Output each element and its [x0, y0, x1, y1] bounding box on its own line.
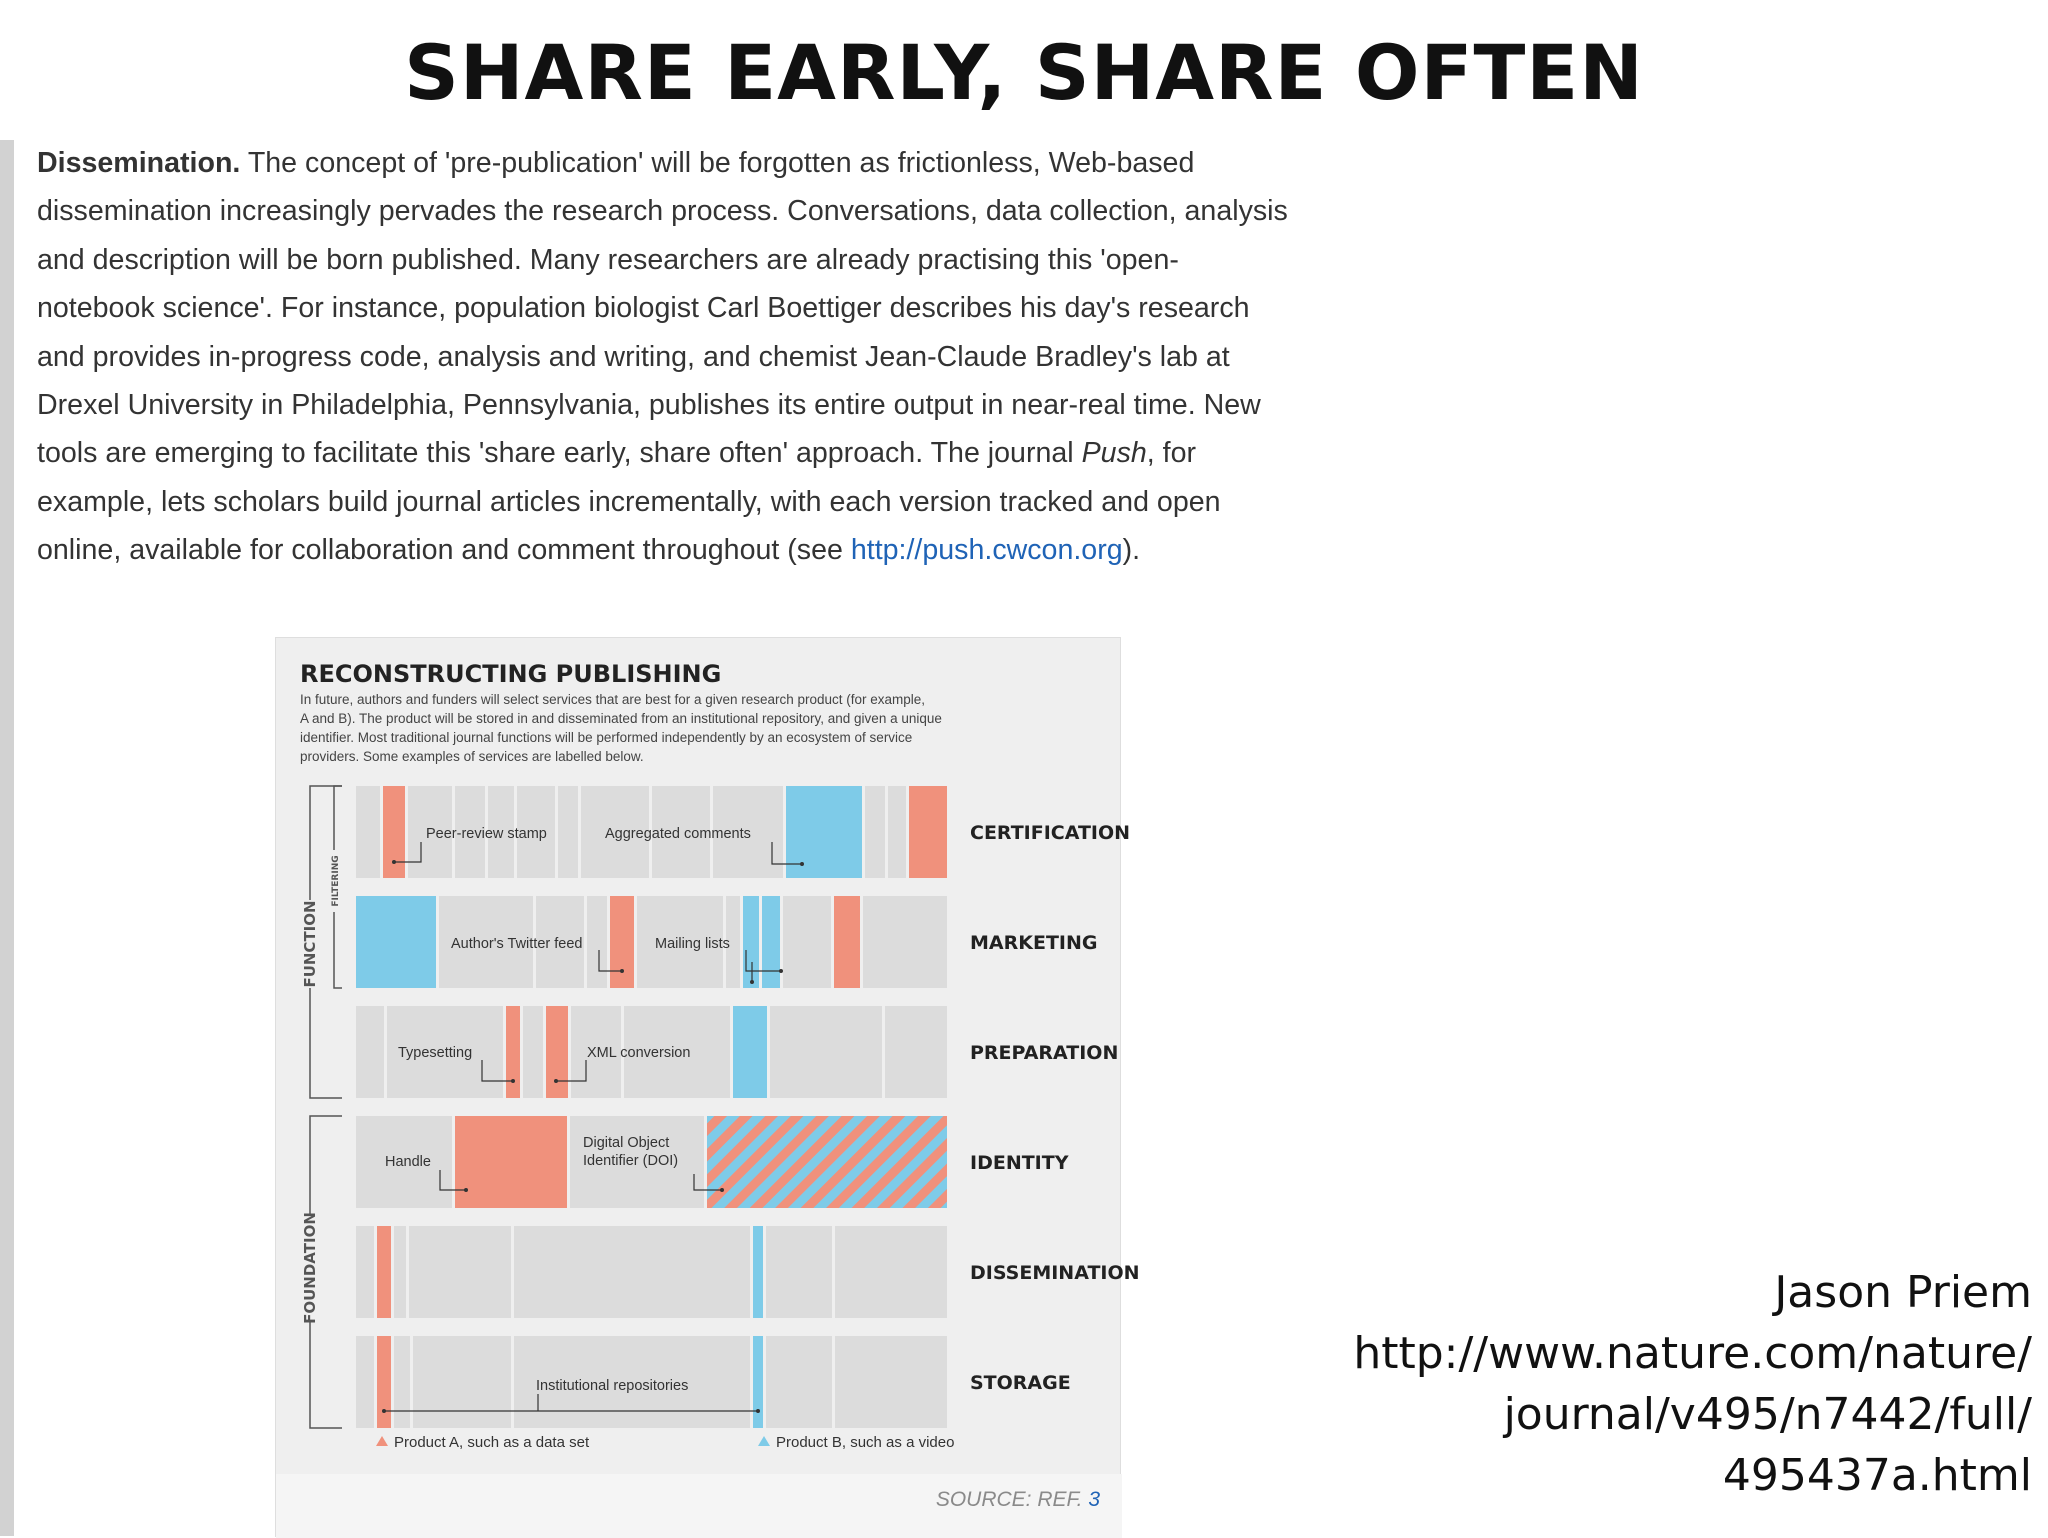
figure-intro-line: providers. Some examples of services are labelled below.	[300, 749, 644, 764]
row-label-preparation: PREPARATION	[970, 1042, 1119, 1064]
service-cell	[356, 1336, 374, 1428]
paragraph-line	[37, 429, 1367, 477]
label-peer-review-stamp: Peer-review stamp	[426, 826, 547, 842]
product-a-cell	[506, 1006, 520, 1098]
service-cell	[885, 1006, 947, 1098]
leader-dot	[620, 969, 624, 973]
figure-intro-line: A and B). The product will be stored in and disseminated from an institutional repository, and given a unique	[300, 711, 942, 726]
row-marketing	[356, 896, 947, 988]
product-a-cell	[909, 786, 947, 878]
label-author-twitter-feed: Author's Twitter feed	[451, 936, 583, 952]
paragraph-line	[37, 139, 1367, 187]
service-cell	[888, 786, 906, 878]
leader-dot	[750, 980, 754, 984]
label-mailing-lists: Mailing lists	[655, 936, 730, 952]
service-cell	[356, 786, 380, 878]
product-a-cell	[377, 1336, 391, 1428]
paragraph-line: dissemination increasingly pervades the research process. Conversations, data collection, analysis	[37, 195, 1288, 228]
service-cell	[514, 1226, 750, 1318]
product-b-cell	[753, 1226, 763, 1318]
label-institutional-repositories: Institutional repositories	[536, 1378, 689, 1394]
service-cell	[770, 1006, 882, 1098]
row-label-certification: CERTIFICATION	[970, 822, 1131, 844]
quote-bar	[0, 140, 14, 1536]
figure-intro-line: In future, authors and funders will select services that are best for a given research product (for example,	[300, 692, 926, 707]
service-cell	[523, 1006, 543, 1098]
label-xml-conversion: XML conversion	[587, 1045, 691, 1061]
product-b-marker-icon	[758, 1436, 770, 1446]
service-cell	[835, 1226, 947, 1318]
leader-dot	[554, 1079, 558, 1083]
service-cell	[558, 786, 578, 878]
product-b-cell	[733, 1006, 767, 1098]
row-label-marketing: MARKETING	[970, 932, 1098, 954]
label-handle: Handle	[385, 1154, 431, 1170]
source-ref-link[interactable]: 3	[1088, 1488, 1100, 1511]
label-doi: Identifier (DOI)	[583, 1153, 679, 1169]
leader-dot	[800, 862, 804, 866]
journal-name: Push	[1081, 437, 1147, 470]
leader-dot	[464, 1188, 468, 1192]
row-label-storage: STORAGE	[970, 1372, 1071, 1394]
leader-dot	[779, 969, 783, 973]
service-cell	[766, 1226, 832, 1318]
service-cell	[835, 1336, 947, 1428]
label-typesetting: Typesetting	[398, 1045, 473, 1061]
source-label: SOURCE: REF.	[935, 1488, 1089, 1511]
label-aggregated-comments: Aggregated comments	[605, 826, 751, 842]
paragraph-line	[37, 526, 1367, 574]
row-dissemination	[356, 1226, 947, 1318]
paragraph-text: , for	[1146, 437, 1197, 470]
article-paragraph	[37, 139, 1367, 575]
figure-source	[936, 1488, 1100, 1511]
paragraph-line: example, lets scholars build journal articles incrementally, with each version tracked and open	[37, 485, 1221, 518]
leader-dot	[756, 1409, 760, 1413]
product-a-cell	[383, 786, 405, 878]
product-b-cell	[762, 896, 780, 988]
service-cell	[356, 1226, 374, 1318]
group-label-function: FUNCTION	[301, 900, 319, 988]
service-cell	[409, 1226, 511, 1318]
paragraph-line: and description will be born published. Many researchers are already practising this 'open-	[37, 243, 1179, 276]
product-b-cell	[356, 896, 436, 988]
figure-diagram	[276, 638, 1140, 1538]
slide-title: SHARE EARLY, SHARE OFTEN	[404, 28, 1644, 117]
source-url-line: journal/v495/n7442/full/	[1503, 1389, 2032, 1440]
group-label-filtering: FILTERING	[331, 855, 341, 907]
service-cell	[863, 896, 947, 988]
paragraph-line: Drexel University in Philadelphia, Pennsylvania, publishes its entire output in near-real time. New	[37, 389, 1261, 422]
product-a-marker-icon	[376, 1436, 388, 1446]
reconstructing-publishing-figure	[275, 637, 1140, 1537]
service-cell	[394, 1226, 406, 1318]
paragraph-text: ).	[1122, 534, 1141, 567]
service-cell	[783, 896, 831, 988]
row-label-dissemination: DISSEMINATION	[970, 1262, 1140, 1284]
group-label-foundation: FOUNDATION	[301, 1212, 319, 1324]
figure-intro-line: identifier. Most traditional journal functions will be performed independently by an ecosystem of service	[300, 730, 913, 745]
leader-dot	[720, 1188, 724, 1192]
product-a-cell	[610, 896, 634, 988]
leader-dot	[392, 860, 396, 864]
service-cell	[413, 1336, 511, 1428]
paragraph-text: online, available for collaboration and comment throughout (see	[37, 534, 851, 567]
product-a-cell	[377, 1226, 391, 1318]
product-b-cell	[743, 896, 759, 988]
leader-dot	[382, 1409, 386, 1413]
paragraph-lead: Dissemination.	[37, 147, 241, 179]
row-label-identity: IDENTITY	[970, 1152, 1069, 1174]
author-name: Jason Priem	[1774, 1267, 2032, 1318]
source-url-line: 495437a.html	[1722, 1450, 2032, 1501]
service-cell	[394, 1336, 410, 1428]
attribution	[1132, 1262, 2032, 1506]
service-cell	[766, 1336, 832, 1428]
paragraph-line: notebook science'. For instance, population biologist Carl Boettiger describes his day's research	[37, 292, 1250, 325]
paragraph-line: and provides in-progress code, analysis and writing, and chemist Jean-Claude Bradley's lab at	[37, 340, 1230, 373]
service-cell	[587, 896, 607, 988]
leader-dot	[511, 1079, 515, 1083]
source-url-line: http://www.nature.com/nature/	[1353, 1328, 2032, 1379]
product-b-cell	[753, 1336, 763, 1428]
legend-product-b: Product B, such as a video	[776, 1434, 955, 1451]
product-a-cell	[834, 896, 860, 988]
service-cell	[356, 1006, 384, 1098]
label-doi: Digital Object	[583, 1135, 670, 1151]
legend-product-a: Product A, such as a data set	[394, 1434, 590, 1451]
product-a-cell	[455, 1116, 567, 1208]
figure-heading: RECONSTRUCTING PUBLISHING	[300, 660, 722, 688]
paragraph-text: The concept of 'pre-publication' will be forgotten as frictionless, Web-based	[240, 147, 1195, 179]
service-cell	[865, 786, 885, 878]
shared-identifier-cell	[707, 1116, 947, 1208]
paragraph-text: tools are emerging to facilitate this 'share early, share often' approach. The journal	[37, 437, 1082, 470]
push-link[interactable]: http://push.cwcon.org	[850, 534, 1123, 567]
product-a-cell	[546, 1006, 568, 1098]
